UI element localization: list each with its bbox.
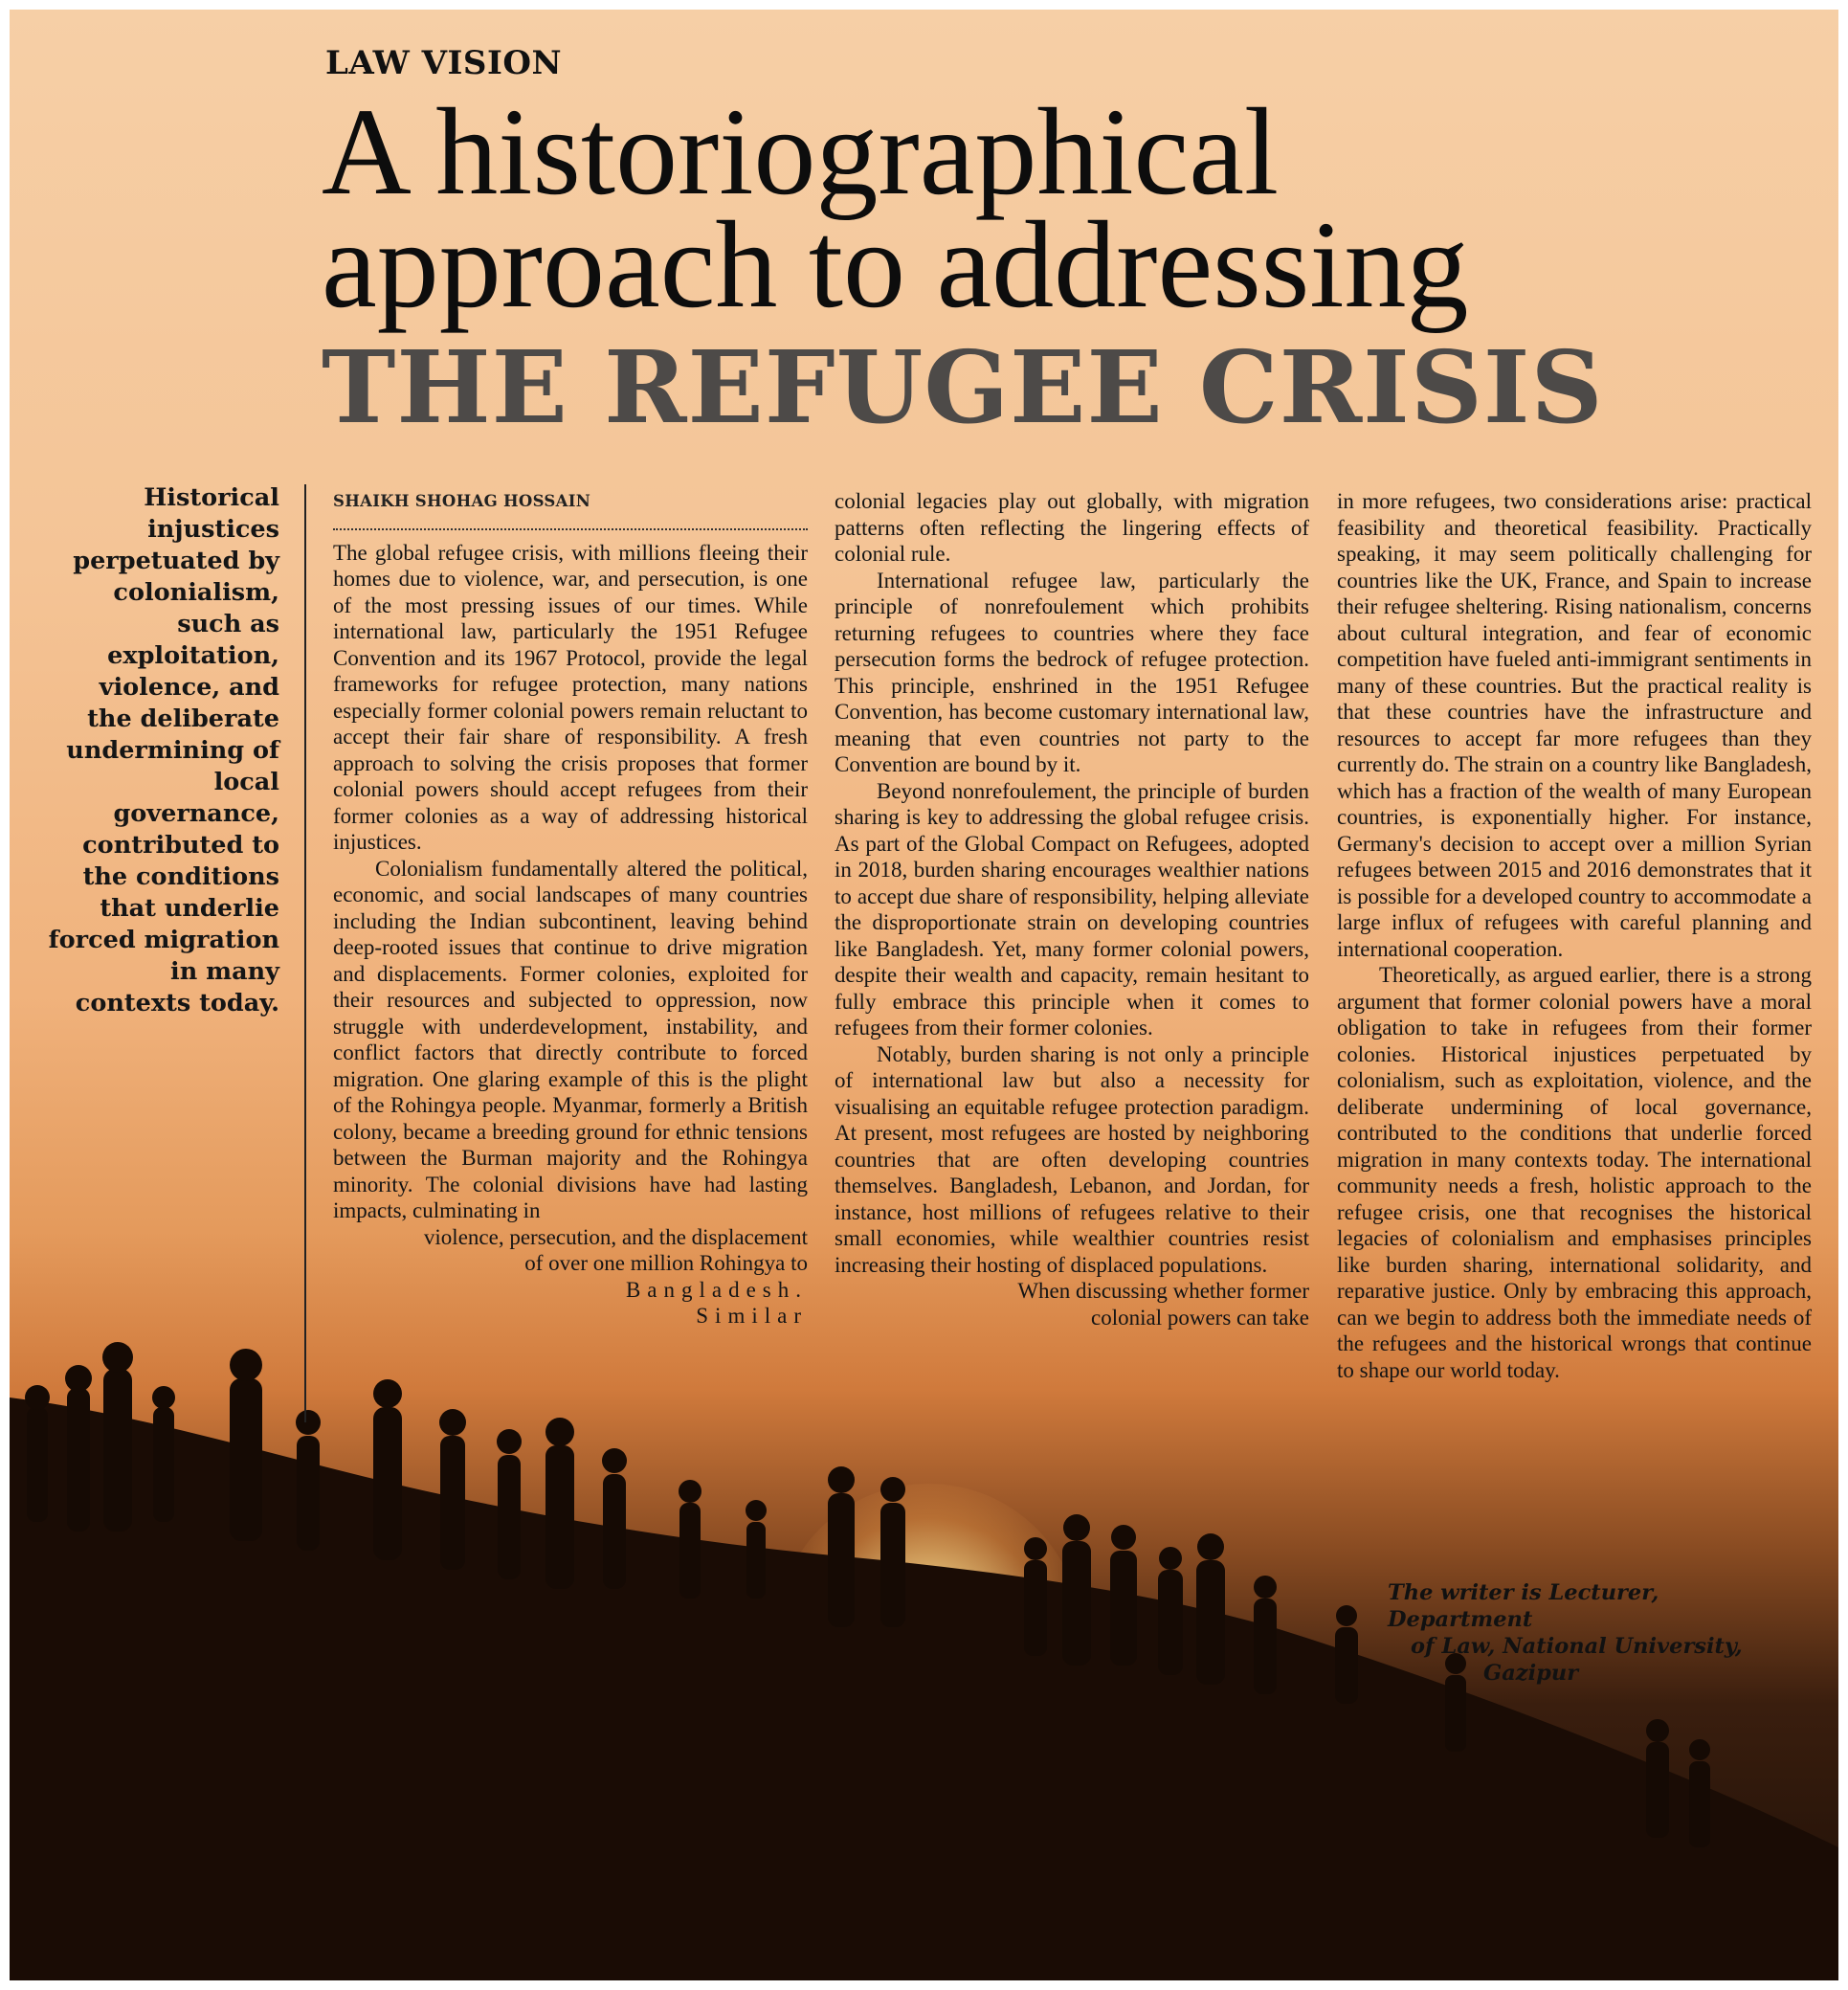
paragraph: International refugee law, particularly the principle of nonrefoulement which prohibits returning refugees to countries where they face persecution forms the bedrock of refugee protection. This principle, enshrined in the 1951 Refugee Convention, has become customary international law, meaning that even countries not party to the Convention are bound by it.	[835, 568, 1309, 776]
article-column-1	[333, 488, 808, 1330]
paragraph: Theoretically, as argued earlier, there is a strong argument that former colonial powers have a moral obligation to take in refugees from their former colonies. Historical injustices perpetuated by colonialism, such as exploitation, violence, and the deliberate undermining of local governance, contributed to the conditions that underlie forced migration in many contexts today. The international community needs a fresh, holistic approach to the refugee crisis, one that recognises the historical legacies of colonialism and emphasises principles like burden sharing, international solidarity, and reparative justice. Only by embracing this approach, can we begin to address both the immediate needs of the refugees and the historical wrongs that continue to shape our world today.	[1337, 963, 1812, 1382]
tail-line: Bangladesh.	[625, 1277, 808, 1302]
paragraph: in more refugees, two considerations arise: practical feasibility and theoretical feasibility. Practically speaking, it may seem politically challenging for countries like the UK, France, and Spain to increase their refugee sheltering. Rising nationalism, concerns about cultural integration, and fear of economic competition have fueled anti-immigrant sentiments in many of these countries. But the practical reality is that these countries have the infrastructure and resources to accept far more refugees than they currently do. The strain on a country like Bangladesh, which has a fraction of the wealth of many European countries, is exponentially higher. For instance, Germany's decision to accept over a million Syrian refugees between 2015 and 2016 demonstrates that it is possible for a developed country to accommodate a large influx of refugees with careful planning and international cooperation.	[1337, 489, 1812, 961]
paragraph: The global refugee crisis, with millions fleeing their homes due to violence, war, and persecution, is one of the most pressing issues of our times. While international law, particularly the 1951 Refugee Convention and its 1967 Protocol, provide the legal frameworks for refugee protection, many nations especially former colonial powers remain reluctant to accept their fair share of responsibility. A fresh approach to solving the crisis proposes that former colonial powers should accept refugees from their former colonies as a way of addressing historical injustices.	[333, 540, 808, 854]
headline-line-1: A historiographical	[322, 83, 1280, 221]
section-label: LAW VISION	[325, 44, 563, 82]
tail-line: of over one million Rohingya to	[524, 1251, 808, 1275]
column-tail: When discussing whether former colonial powers can take	[1017, 1279, 1309, 1330]
tail-line: Similar	[696, 1304, 808, 1328]
column-tail	[333, 1224, 808, 1330]
headline-line-2: approach to addressing	[322, 196, 1469, 334]
column-divider	[304, 484, 306, 1422]
author-note-line: The writer is Lecturer, Department	[1388, 1580, 1659, 1632]
headline	[322, 83, 1815, 448]
author-note-line: Gazipur	[1483, 1661, 1579, 1686]
paragraph: Colonialism fundamentally altered the political, economic, and social landscapes of many countries including the Indian subcontinent, leaving behind deep-rooted issues that continue to drive migration and displacements. Former colonies, exploited for their resources and subjected to oppression, now struggle with underdevelopment, instability, and conflict factors that directly contribute to forced migration. One glaring example of this is the plight of the Rohingya people. Myanmar, formerly a British colony, became a breeding ground for ethnic tensions between the Burman majority and the Rohingya minority. The colonial divisions have had lasting impacts, culminating in	[333, 856, 808, 1222]
tail-line: violence, persecution, and the displacement	[423, 1224, 808, 1249]
headline-line-3: THE REFUGEE CRISIS	[322, 328, 1604, 446]
paragraph: Beyond nonrefoulement, the principle of burden sharing is key to addressing the global refugee crisis. As part of the Global Compact on Refugees, adopted in 2018, burden sharing encourages wealthier nations to accept due share of responsibility, helping alleviate the disproportionate strain on developing countries like Bangladesh. Yet, many former colonial powers, despite their wealth and capacity, remain hesitant to fully embrace this principle when it comes to refugees from their former colonies.	[835, 778, 1309, 1040]
newspaper-page	[10, 10, 1838, 1980]
paragraph: Notably, burden sharing is not only a principle of international law but also a necessity for visualising an equitable refugee protection paradigm. At present, most refugees are hosted by neighboring countries that are often developing countries themselves. Bangladesh, Lebanon, and Jordan, for instance, host millions of refugees relative to their small economies, while wealthier countries resist increasing their hosting of displaced populations.	[835, 1041, 1309, 1277]
article-column-2	[835, 488, 1309, 1330]
author-byline: SHAIKH SHOHAG HOSSAIN	[333, 488, 808, 530]
author-note-line: of Law, National University,	[1411, 1634, 1743, 1659]
paragraph: colonial legacies play out globally, with migration patterns often reflecting the lingering effects of colonial rule.	[835, 489, 1309, 566]
author-note	[1388, 1579, 1809, 1687]
article-column-3	[1337, 488, 1812, 1383]
pull-quote: Historical injustices perpetuated by colonialism, such as exploitation, violence, and the deliberate undermining of local governance, contributed to the conditions that underlie forced migration in many contexts today.	[48, 483, 279, 1017]
